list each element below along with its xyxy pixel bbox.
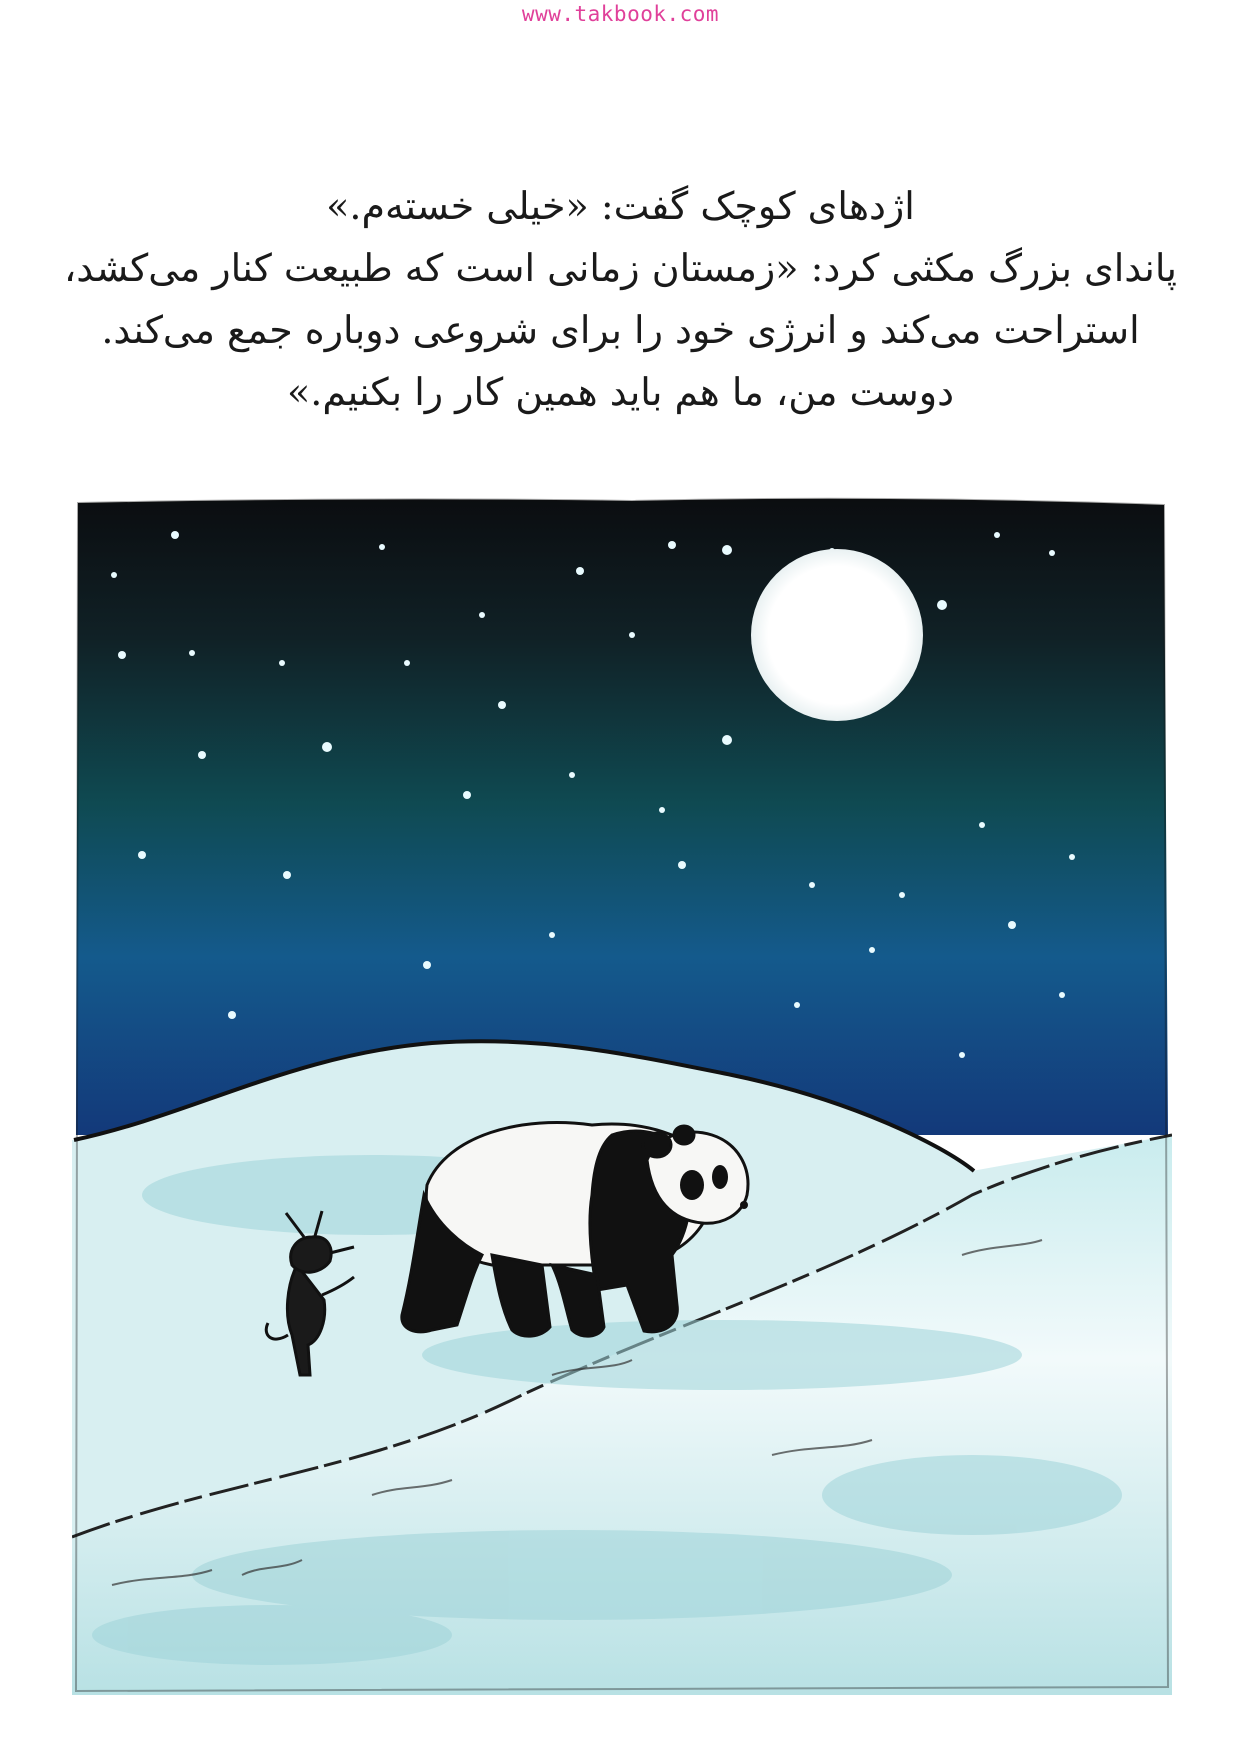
full-moon (751, 549, 923, 721)
story-line-1: اژدهای کوچک گفت: «خیلی خسته‌م.» (326, 184, 915, 228)
star (809, 882, 815, 888)
story-line-3: استراحت می‌کند و انرژی خود را برای شروعی دوباره جمع می‌کند. (101, 308, 1140, 352)
star (283, 871, 291, 879)
star (1069, 854, 1075, 860)
star (322, 742, 332, 752)
panda-nose (740, 1201, 748, 1209)
star (423, 961, 431, 969)
star (1059, 992, 1065, 998)
star (479, 612, 485, 618)
star (198, 751, 206, 759)
story-text (60, 175, 1181, 423)
panda-ear (643, 1133, 671, 1157)
star (118, 651, 126, 659)
panda-ear-2 (674, 1126, 694, 1144)
star (979, 822, 985, 828)
star (279, 660, 285, 666)
star (138, 851, 146, 859)
star (228, 1011, 236, 1019)
star (404, 660, 410, 666)
star (794, 1002, 800, 1008)
star (959, 1052, 965, 1058)
dragon-head (291, 1237, 331, 1272)
panda-eye-patch-2 (712, 1165, 728, 1189)
star (1049, 550, 1055, 556)
star (463, 791, 471, 799)
star (722, 545, 732, 555)
star (498, 701, 506, 709)
winter-night-illustration (72, 495, 1172, 1695)
star (576, 567, 584, 575)
star (937, 600, 947, 610)
star (379, 544, 385, 550)
star (629, 632, 635, 638)
panda-eye-patch (680, 1170, 704, 1200)
star (171, 531, 179, 539)
star (569, 772, 575, 778)
star (659, 807, 665, 813)
star (668, 541, 676, 549)
star (189, 650, 195, 656)
star (111, 572, 117, 578)
star (1008, 921, 1016, 929)
night-sky (76, 499, 1168, 1135)
watermark-url[interactable]: www.takbook.com (521, 2, 720, 26)
star (869, 947, 875, 953)
story-line-2: پاندای بزرگ مکثی کرد: «زمستان زمانی است که طبیعت کنار می‌کشد، (64, 246, 1177, 290)
star (994, 532, 1000, 538)
illustration-svg (72, 495, 1172, 1695)
star (722, 735, 732, 745)
story-line-4: دوست من، ما هم باید همین کار را بکنیم.» (287, 370, 954, 414)
star (678, 861, 686, 869)
star (899, 892, 905, 898)
star (549, 932, 555, 938)
